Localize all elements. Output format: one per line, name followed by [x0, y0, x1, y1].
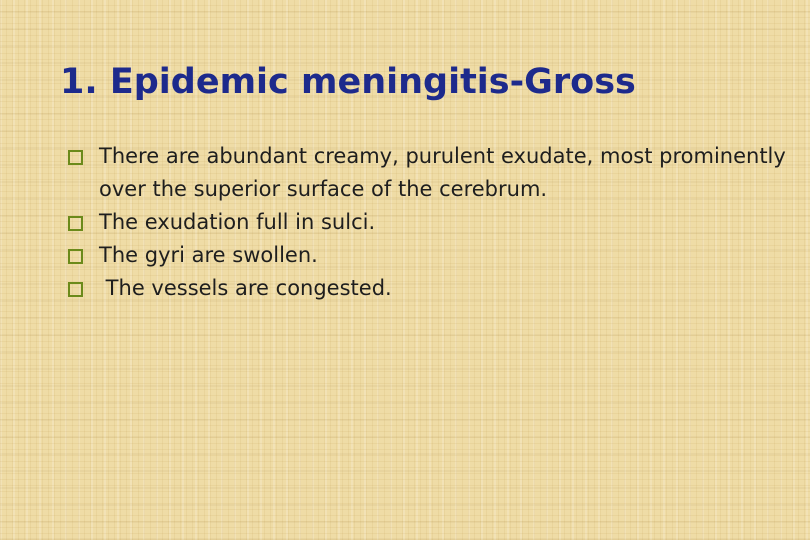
bullet-item	[66, 239, 786, 272]
checkbox-square-icon	[68, 216, 83, 231]
checkbox-square-icon	[68, 249, 83, 264]
bullet-item	[66, 140, 786, 206]
slide-title: 1. Epidemic meningitis-Gross	[60, 62, 636, 102]
bullet-list	[66, 140, 786, 305]
checkbox-square-icon	[68, 282, 83, 297]
bullet-text: The exudation full in sulci.	[99, 210, 376, 234]
bullet-item	[66, 206, 786, 239]
bullet-text: There are abundant creamy, purulent exudate, most prominently over the superior surface of the cerebrum.	[99, 144, 786, 201]
checkbox-square-icon	[68, 150, 83, 165]
bullet-item	[66, 272, 786, 305]
bullet-text: The vessels are congested.	[99, 276, 392, 300]
bullet-text: The gyri are swollen.	[99, 243, 318, 267]
